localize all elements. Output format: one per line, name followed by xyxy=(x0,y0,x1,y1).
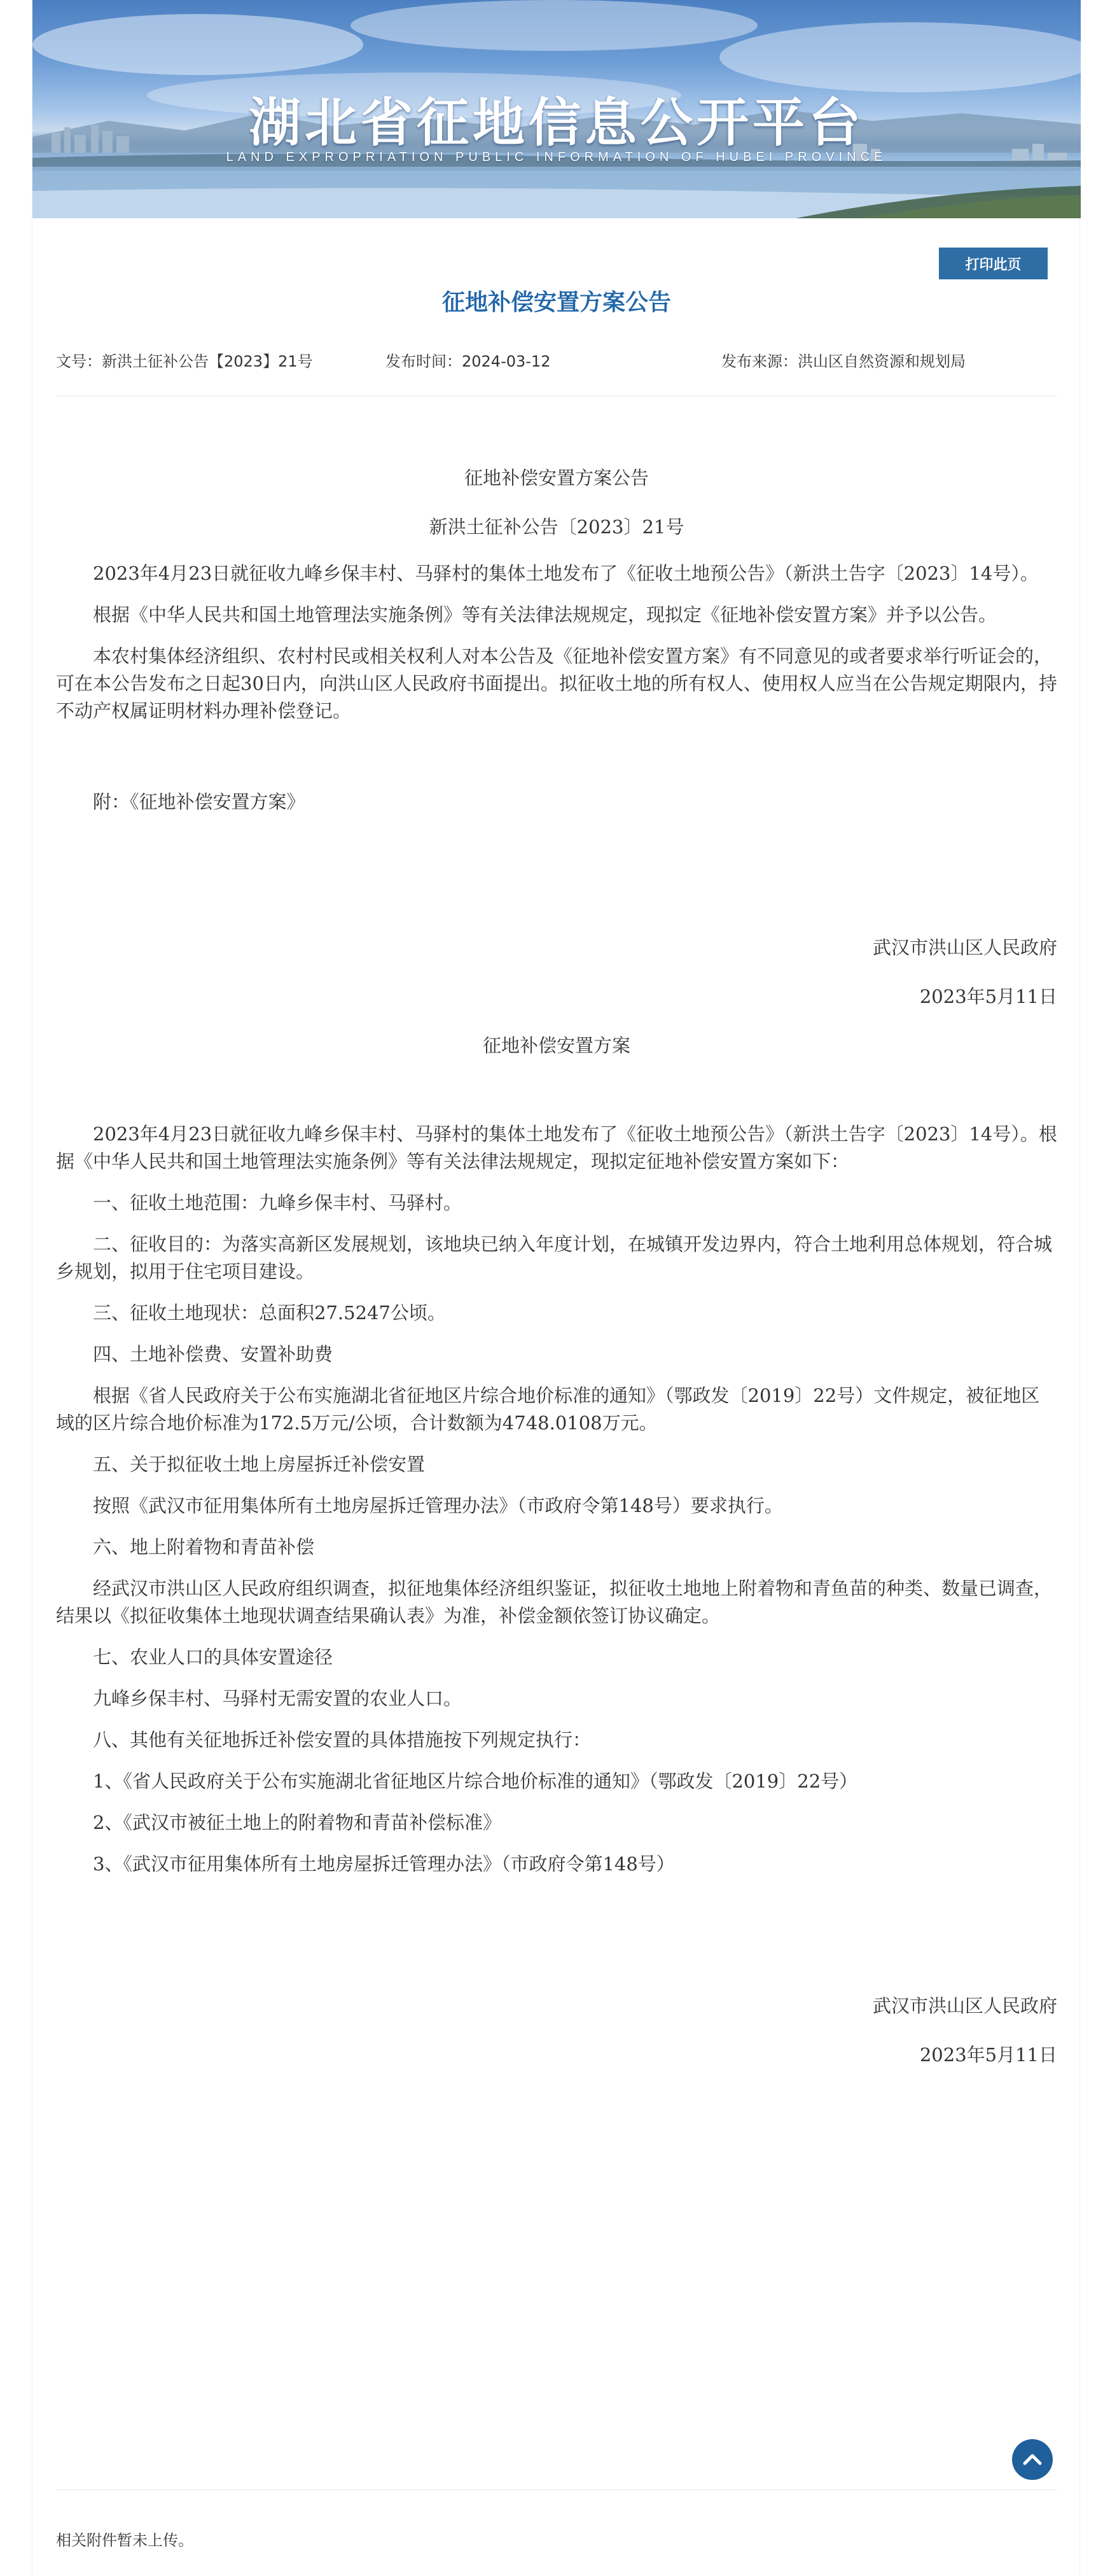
notice-signer: 武汉市洪山区人民政府 xyxy=(872,937,1057,958)
plan-section-text: 经武汉市洪山区人民政府组织调查，拟征地集体经济组织鉴证，拟征收土地地上附着物和青鱼苗的种类、数量已调查，结果以《拟征收集体土地现状调查结果确认表》为准，补偿金额依签订协议确定。 xyxy=(56,1578,1053,1627)
page-container xyxy=(32,0,1080,2576)
plan-heading: 征地补偿安置方案 xyxy=(482,1035,630,1056)
publish-source-label: 发布来源： xyxy=(721,353,798,370)
plan-section: 七、农业人口的具体安置途径 xyxy=(93,1646,333,1668)
publish-date xyxy=(385,349,550,371)
plan-section: 五、关于拟征收土地上房屋拆迁补偿安置 xyxy=(93,1453,426,1475)
publish-date-value: 2024-03-12 xyxy=(462,353,551,370)
chevron-up-icon xyxy=(1022,2451,1043,2468)
plan-section-text: 按照《武汉市征用集体所有土地房屋拆迁管理办法》（市政府令第148号）要求执行。 xyxy=(93,1495,783,1516)
plan-section: 二、征收目的：为落实高新区发展规划，该地块已纳入年度计划，在城镇开发边界内，符合土地利用总体规划，符合城乡规划，拟用于住宅项目建设。 xyxy=(56,1233,1053,1282)
plan-intro: 2023年4月23日就征收九峰乡保丰村、马驿村的集体土地发布了《征收土地预公告》（新洪土告字〔2023〕14号）。根据《中华人民共和国土地管理法实施条例》等有关法律法规规定，现拟定征地补偿安置方案如下： xyxy=(56,1123,1057,1172)
plan-signer: 武汉市洪山区人民政府 xyxy=(872,1995,1057,2017)
plan-sign-date: 2023年5月11日 xyxy=(919,2044,1057,2066)
notice-paragraph: 2023年4月23日就征收九峰乡保丰村、马驿村的集体土地发布了《征收土地预公告》（新洪土告字〔2023〕14号）。 xyxy=(93,563,1039,584)
site-title: 湖北省征地信息公开平台 xyxy=(248,93,864,153)
plan-section: 八、其他有关征地拆迁补偿安置的具体措施按下列规定执行： xyxy=(93,1729,592,1751)
back-to-top-button[interactable] xyxy=(1012,2439,1053,2480)
doc-number-label: 文号： xyxy=(56,353,102,370)
plan-section: 一、征收土地范围：九峰乡保丰村、马驿村。 xyxy=(93,1192,462,1214)
plan-section: 三、征收土地现状：总面积27.5247公顷。 xyxy=(93,1302,446,1324)
plan-section-text: 根据《省人民政府关于公布实施湖北省征地区片综合地价标准的通知》（鄂政发〔2019〕22号）文件规定，被征地区域的区片综合地价标准为172.5万元/公顷，合计数额为4748.0108万元。 xyxy=(56,1385,1040,1434)
notice-attachment: 附：《征地补偿安置方案》 xyxy=(93,791,305,813)
notice-heading: 征地补偿安置方案公告 xyxy=(464,467,649,489)
article-title: 征地补偿安置方案公告 xyxy=(441,290,671,316)
doc-number xyxy=(56,349,313,371)
publish-source-value: 洪山区自然资源和规划局 xyxy=(798,353,966,370)
notice-sign-date: 2023年5月11日 xyxy=(919,986,1057,1007)
doc-number-value: 新洪土征补公告【2023】21号 xyxy=(102,353,313,370)
plan-section: 六、地上附着物和青苗补偿 xyxy=(93,1536,315,1558)
print-page-button[interactable]: 打印此页 xyxy=(939,248,1048,279)
notice-paragraph: 根据《中华人民共和国土地管理法实施条例》等有关法律法规规定，现拟定《征地补偿安置方案》并予以公告。 xyxy=(93,604,997,626)
notice-number: 新洪土征补公告〔2023〕21号 xyxy=(429,516,684,538)
notice-paragraph: 本农村集体经济组织、农村村民或相关权利人对本公告及《征地补偿安置方案》有不同意见的或者要求举行听证会的，可在本公告发布之日起30日内，向洪山区人民政府书面提出。拟征收土地的所有权人、使用权人应当在公告规定期限内，持不动产权属证明材料办理补偿登记。 xyxy=(56,645,1057,722)
plan-section: 四、土地补偿费、安置补助费 xyxy=(93,1343,333,1365)
publish-date-label: 发布时间： xyxy=(385,353,462,370)
site-subtitle: LAND EXPROPRIATION PUBLIC INFORMATION OF HUBEI PROVINCE xyxy=(226,150,887,164)
article-body xyxy=(56,465,1057,2069)
plan-section-text: 九峰乡保丰村、马驿村无需安置的农业人口。 xyxy=(93,1688,462,1709)
plan-list-item: 2、《武汉市被征土地上的附着物和青苗补偿标准》 xyxy=(93,1812,501,1833)
plan-list-item: 3、《武汉市征用集体所有土地房屋拆迁管理办法》（市政府令第148号） xyxy=(93,1853,675,1875)
attachments-note: 相关附件暂未上传。 xyxy=(56,2531,193,2549)
plan-list-item: 1、《省人民政府关于公布实施湖北省征地区片综合地价标准的通知》（鄂政发〔2019〕22号） xyxy=(93,1770,858,1792)
footer-divider xyxy=(56,2489,1057,2490)
publish-source xyxy=(721,349,966,371)
header-banner xyxy=(32,0,1081,218)
